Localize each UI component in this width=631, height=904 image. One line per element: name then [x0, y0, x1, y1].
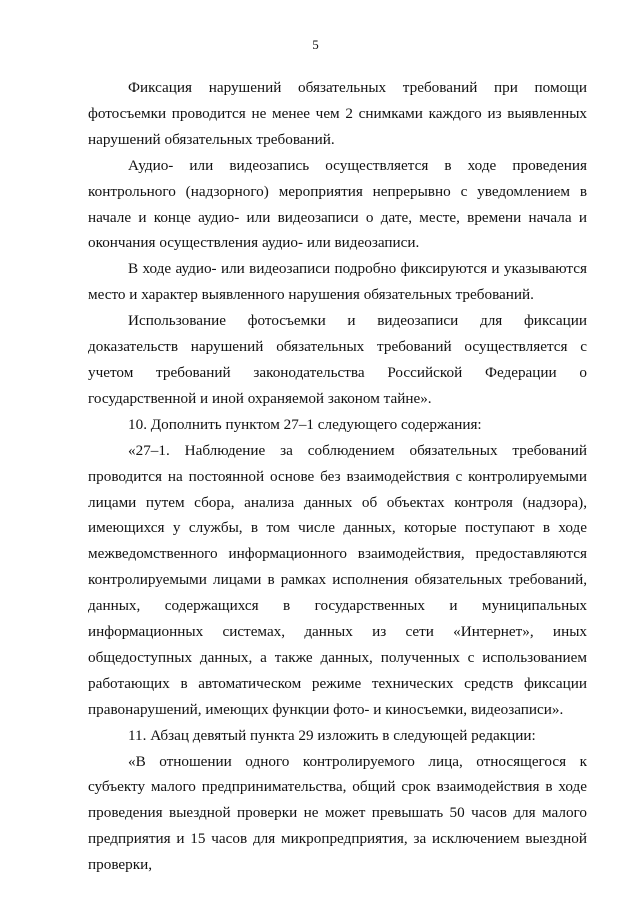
page-number: 5 — [312, 37, 319, 52]
paragraph-inspection-duration: «В отношении одного контролируемого лица, относящегося к субъекту малого предпринимательства, общий срок взаимодействия в ходе проведения выездной проверки не может превышать 50 часов для малого предприятия и 15 часов для микропредприятия, за исключением выездной проверки, — [88, 752, 587, 874]
paragraph-photo-fixation: Фиксация нарушений обязательных требований при помощи фотосъемки проводится не менее чем 2 снимками каждого из выявленных нарушений обязательных требований. — [88, 79, 587, 148]
paragraph-recording-details: В ходе аудио- или видеозаписи подробно фиксируются и указываются место и характер выявленного нарушения обязательных требований. — [88, 260, 587, 304]
paragraph-use-of-evidence: Использование фотосъемки и видеозаписи для фиксации доказательств нарушений обязательных требований осуществляется с учетом требований законодательства Российской Федерации о государственной и иной охраняемой законом тайне». — [88, 312, 587, 407]
paragraph-amendment-10: 10. Дополнить пунктом 27–1 следующего содержания: — [128, 415, 482, 433]
document-body — [88, 75, 587, 878]
paragraph-clause-27-1: «27–1. Наблюдение за соблюдением обязательных требований проводится на постоянной основе без взаимодействия с контролируемыми лицами путем сбора, анализа данных об объектах контроля (надзора), имеющихся у службы, в том числе данных, которые поступают в ходе межведомственного информационного взаимодействия, предоставляются контролируемыми лицами в рамках исполнения обязательных требований, данных, содержащихся в государственных и муниципальных информационных системах, данных из сети «Интернет», иных общедоступных данных, а также данных, полученных с использованием работающих в автоматическом режиме технических средств фиксации правонарушений, имеющих функции фото- и киносъемки, видеозаписи». — [88, 441, 587, 718]
paragraph-amendment-11: 11. Абзац девятый пункта 29 изложить в следующей редакции: — [128, 726, 536, 744]
paragraph-audio-video-recording: Аудио- или видеозапись осуществляется в ходе проведения контрольного (надзорного) мероприятия непрерывно с уведомлением в начале и конце аудио- или видеозаписи о дате, месте, времени начала и окончания осуществления аудио- или видеозаписи. — [88, 156, 587, 252]
